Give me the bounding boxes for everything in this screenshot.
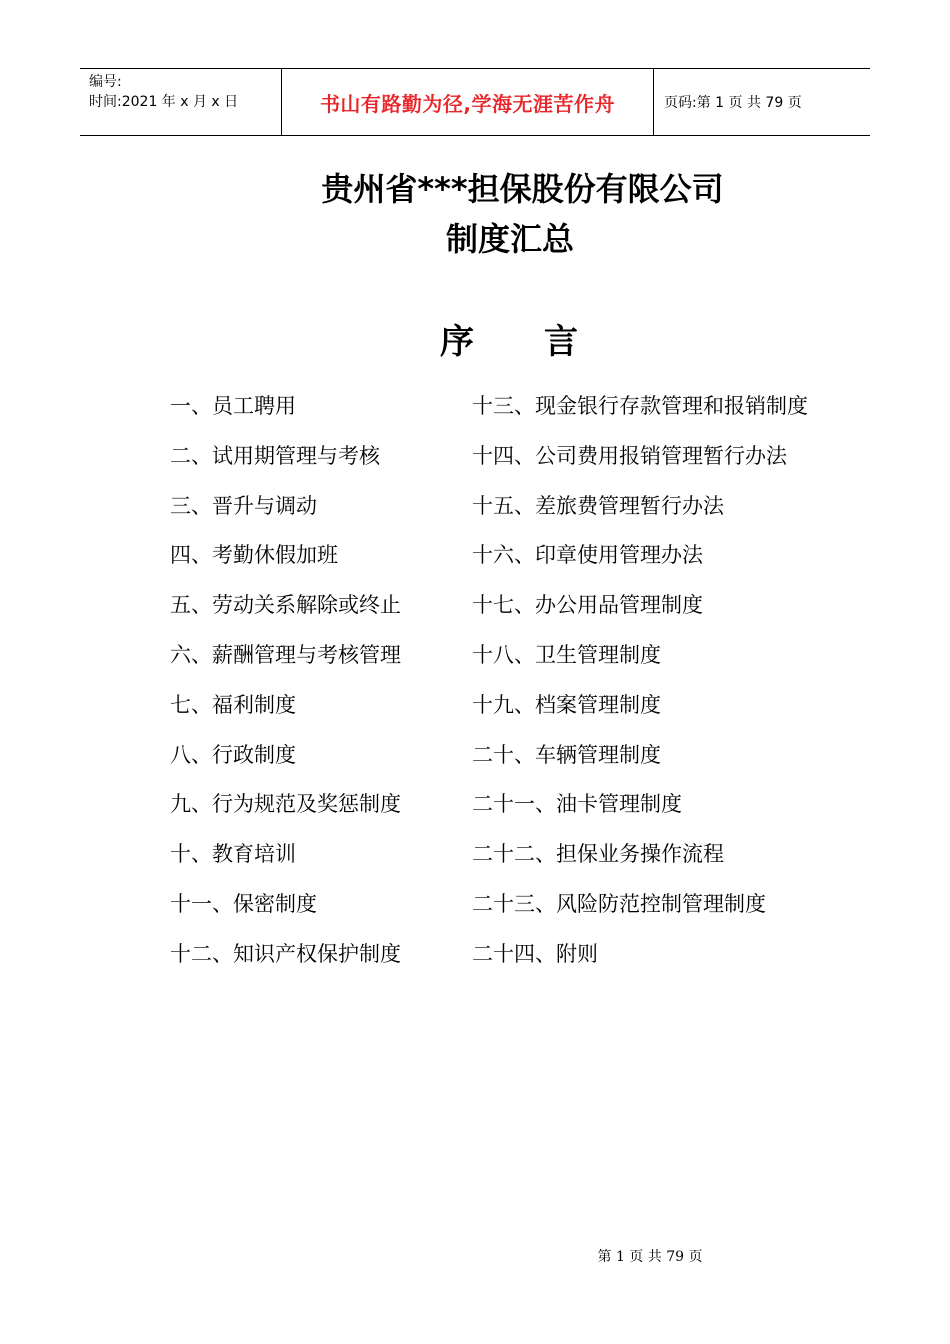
toc-item-left: 五、劳动关系解除或终止 bbox=[170, 593, 401, 618]
toc-item-left: 十二、知识产权保护制度 bbox=[170, 941, 401, 966]
toc-item-right: 十三、现金银行存款管理和报销制度 bbox=[472, 394, 808, 418]
table-of-contents bbox=[170, 390, 870, 988]
document-title: 贵州省***担保股份有限公司 bbox=[321, 170, 724, 208]
toc-row bbox=[170, 788, 870, 838]
page-footer: 第 1 页 共 79 页 bbox=[597, 1249, 703, 1265]
header-meta bbox=[80, 69, 282, 135]
toc-item-right: 二十二、担保业务操作流程 bbox=[472, 842, 724, 867]
toc-row bbox=[170, 938, 870, 988]
toc-item-left: 三、晋升与调动 bbox=[170, 493, 317, 518]
toc-item-left: 十一、保密制度 bbox=[170, 891, 317, 916]
toc-item-right: 二十三、风险防范控制管理制度 bbox=[472, 891, 766, 916]
toc-row bbox=[170, 689, 870, 739]
toc-row bbox=[170, 838, 870, 888]
toc-row bbox=[170, 440, 870, 490]
toc-item-left: 七、福利制度 bbox=[170, 692, 296, 717]
toc-item-right: 十七、办公用品管理制度 bbox=[472, 593, 703, 618]
toc-item-left: 六、薪酬管理与考核管理 bbox=[170, 642, 401, 667]
toc-item-right: 十四、公司费用报销管理暂行办法 bbox=[472, 443, 787, 468]
document-number-label: 编号: bbox=[89, 74, 122, 90]
toc-item-right: 十六、印章使用管理办法 bbox=[472, 543, 703, 568]
toc-item-left: 九、行为规范及奖惩制度 bbox=[170, 792, 401, 817]
toc-item-left: 一、员工聘用 bbox=[170, 394, 296, 418]
toc-item-right: 十五、差旅费管理暂行办法 bbox=[472, 493, 724, 518]
toc-row bbox=[170, 539, 870, 589]
page-header bbox=[80, 68, 870, 136]
toc-item-left: 二、试用期管理与考核 bbox=[170, 443, 380, 468]
header-motto: 书山有路勤为径,学海无涯苦作舟 bbox=[282, 69, 654, 135]
toc-item-right: 十八、卫生管理制度 bbox=[472, 642, 661, 667]
toc-row bbox=[170, 639, 870, 689]
document-subtitle: 制度汇总 bbox=[445, 220, 574, 258]
toc-item-right: 十九、档案管理制度 bbox=[472, 692, 661, 717]
toc-row bbox=[170, 589, 870, 639]
toc-item-left: 十、教育培训 bbox=[170, 842, 296, 867]
toc-row bbox=[170, 390, 870, 440]
toc-row bbox=[170, 888, 870, 938]
toc-row bbox=[170, 490, 870, 540]
toc-item-left: 四、考勤休假加班 bbox=[170, 543, 338, 568]
toc-row bbox=[170, 739, 870, 789]
toc-item-left: 八、行政制度 bbox=[170, 742, 296, 767]
header-page-info: 页码:第 1 页 共 79 页 bbox=[664, 95, 802, 111]
toc-item-right: 二十、车辆管理制度 bbox=[472, 742, 661, 767]
toc-item-right: 二十一、油卡管理制度 bbox=[472, 792, 682, 817]
preface-heading: 序言 bbox=[440, 322, 648, 362]
toc-item-right: 二十四、附则 bbox=[472, 941, 598, 966]
document-date: 时间:2021 年 x 月 x 日 bbox=[89, 94, 239, 110]
